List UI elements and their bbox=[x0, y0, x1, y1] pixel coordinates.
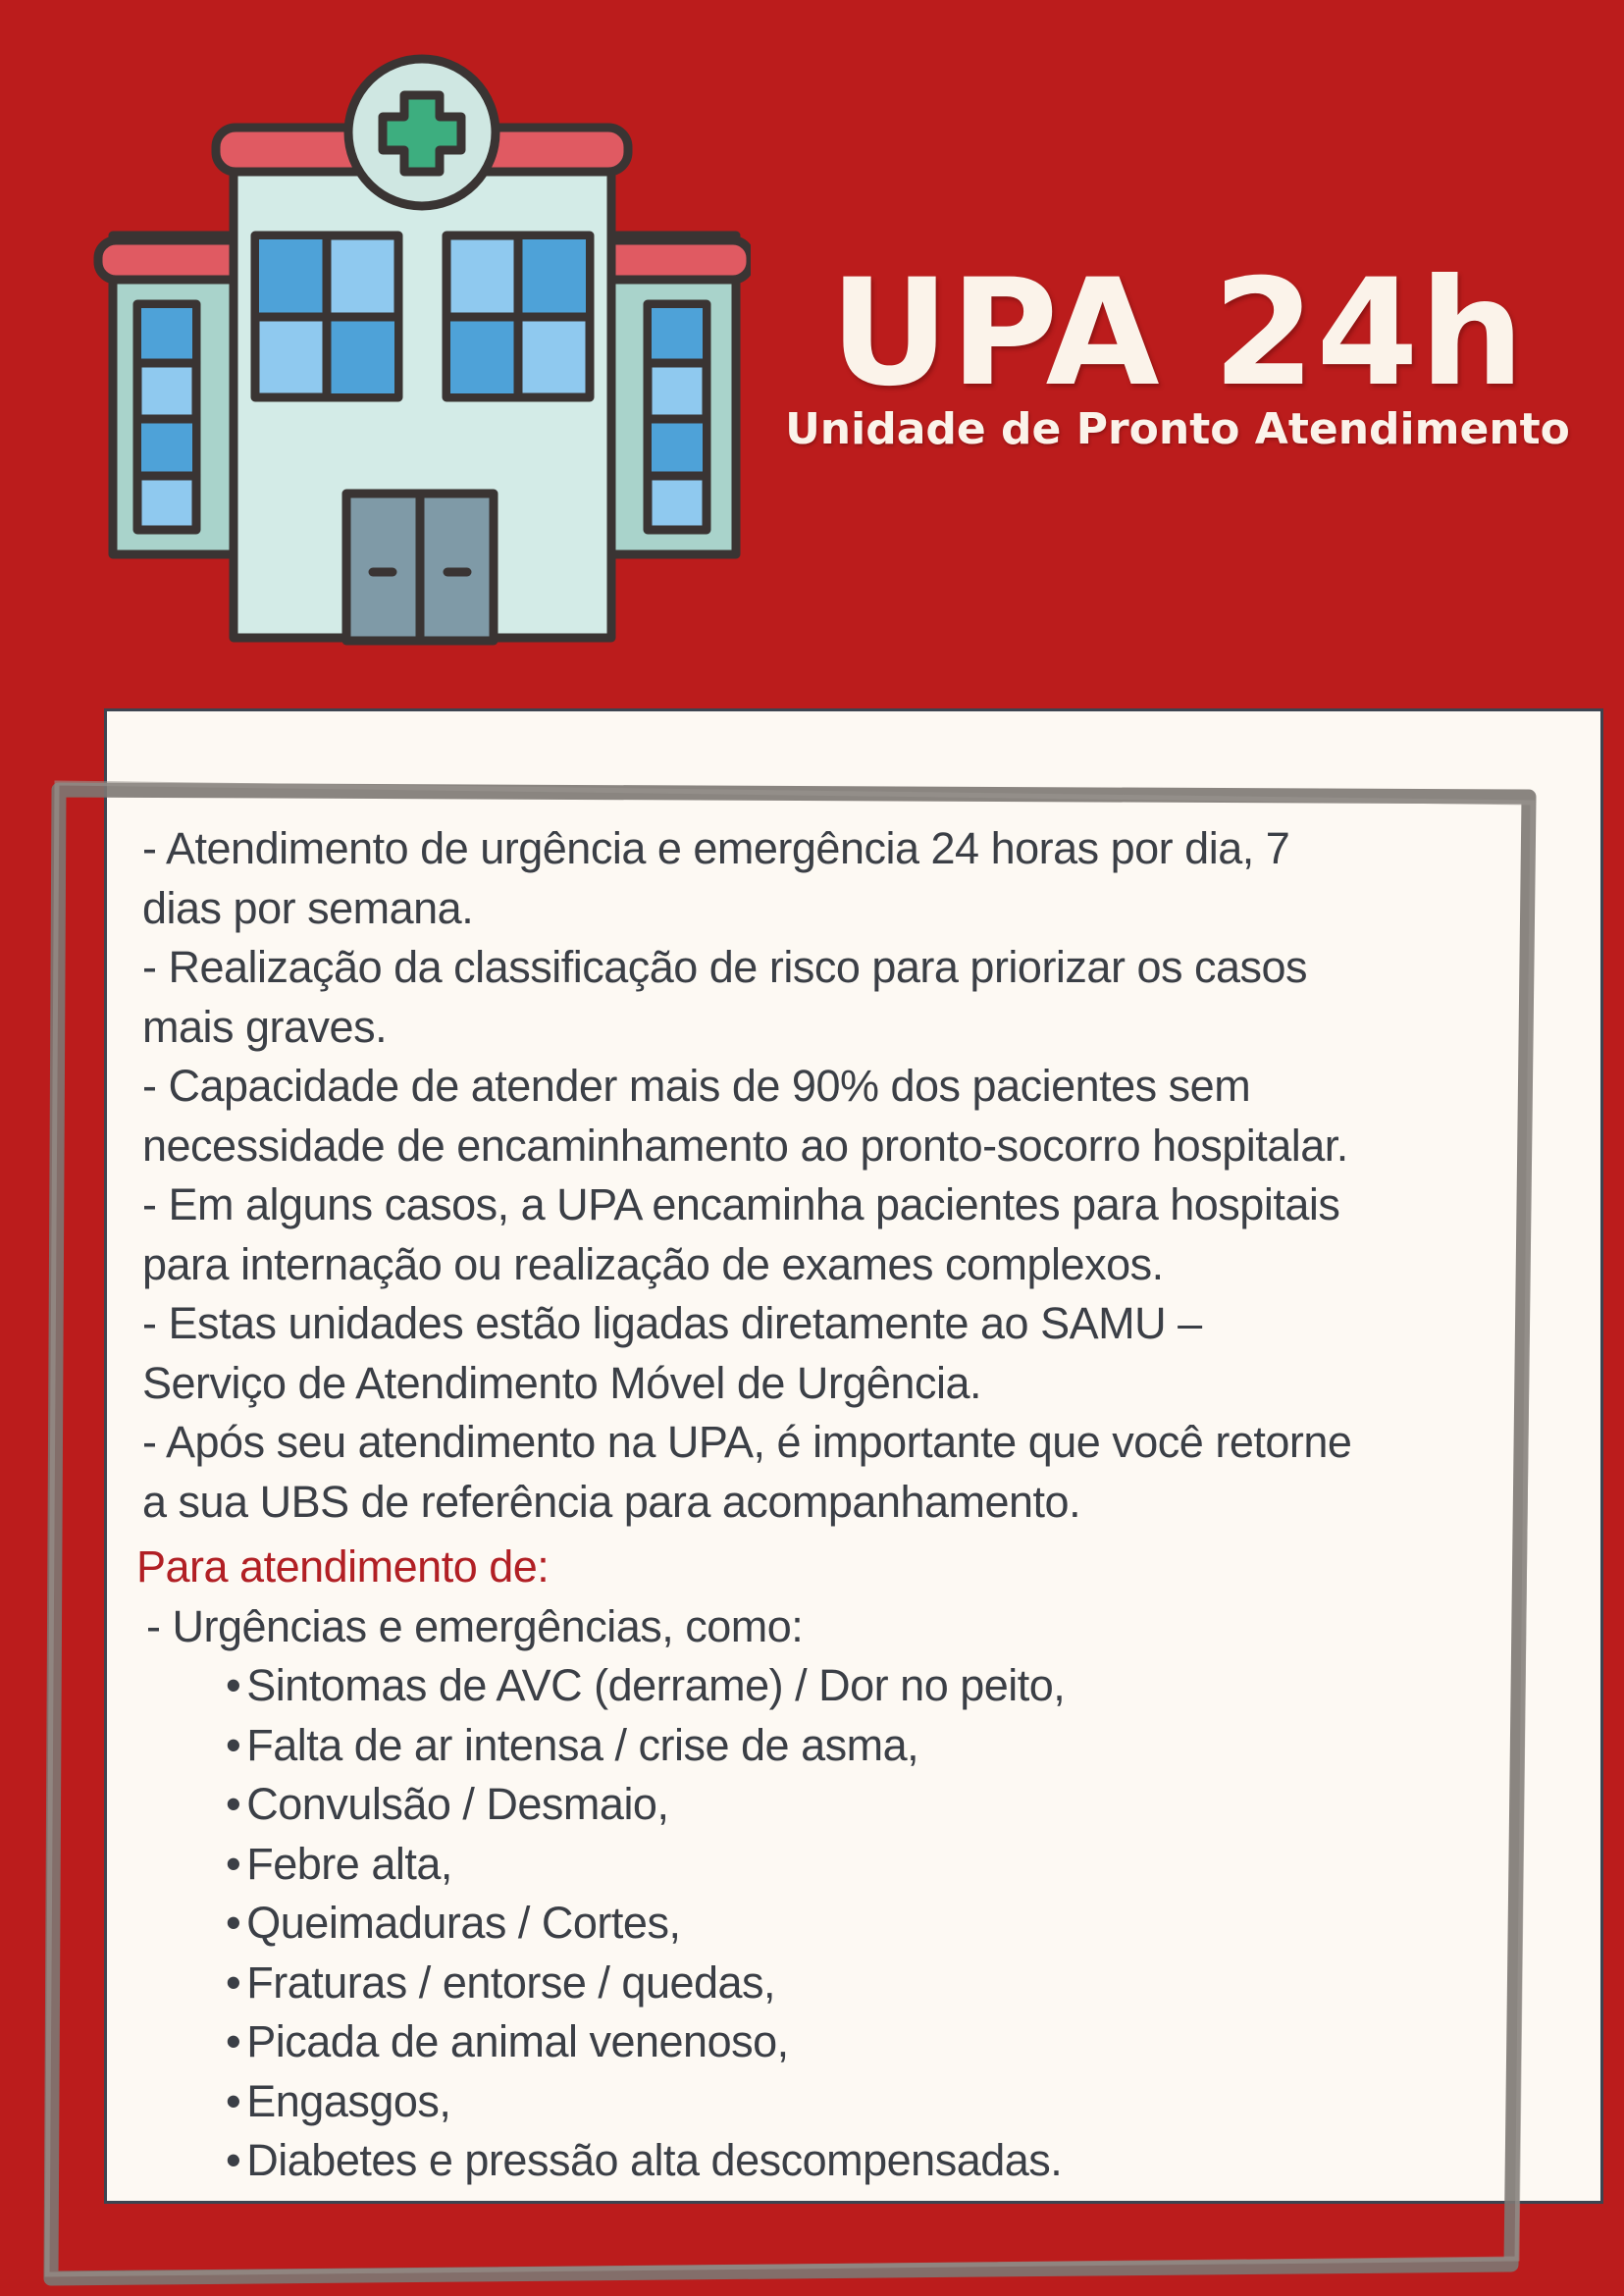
info-line: dias por semana. bbox=[142, 882, 474, 933]
care-list bbox=[142, 1656, 1477, 2191]
list-item: • Febre alta, bbox=[226, 1835, 1477, 1895]
list-item: • Falta de ar intensa / crise de asma, bbox=[226, 1716, 1477, 1776]
hospital-building-icon bbox=[93, 54, 751, 648]
info-line: - Estas unidades estão ligadas diretamente ao SAMU – bbox=[142, 1298, 1202, 1348]
info-line: - Atendimento de urgência e emergência 24 horas por dia, 7 bbox=[142, 823, 1290, 873]
care-heading: Para atendimento de: bbox=[136, 1541, 550, 1592]
info-line: para internação ou realização de exames complexos. bbox=[142, 1238, 1164, 1289]
care-intro: - Urgências e emergências, como: bbox=[146, 1600, 804, 1651]
list-item: • Diabetes e pressão alta descompensadas. bbox=[226, 2131, 1477, 2191]
info-line: - Capacidade de atender mais de 90% dos pacientes sem bbox=[142, 1061, 1251, 1111]
info-text bbox=[136, 819, 1477, 2191]
info-line: mais graves. bbox=[142, 1001, 388, 1052]
list-item: • Picada de animal venenoso, bbox=[226, 2012, 1477, 2072]
info-line: necessidade de encaminhamento ao pronto-socorro hospitalar. bbox=[142, 1120, 1348, 1171]
info-line: - Em alguns casos, a UPA encaminha pacientes para hospitais bbox=[142, 1179, 1340, 1229]
list-item: • Convulsão / Desmaio, bbox=[226, 1775, 1477, 1835]
list-item: • Engasgos, bbox=[226, 2072, 1477, 2132]
info-line: a sua UBS de referência para acompanhamento. bbox=[142, 1476, 1081, 1527]
list-item: • Fraturas / entorse / quedas, bbox=[226, 1954, 1477, 2013]
page-title: UPA 24h bbox=[829, 248, 1526, 419]
info-line: Serviço de Atendimento Móvel de Urgência. bbox=[142, 1357, 981, 1408]
info-line: - Realização da classificação de risco para priorizar os casos bbox=[142, 942, 1308, 992]
title-block bbox=[746, 250, 1609, 454]
list-item: • Sintomas de AVC (derrame) / Dor no peito, bbox=[226, 1656, 1477, 1716]
list-item: • Queimaduras / Cortes, bbox=[226, 1894, 1477, 1954]
page-subtitle: Unidade de Pronto Atendimento bbox=[785, 404, 1570, 454]
info-line: - Após seu atendimento na UPA, é importante que você retorne bbox=[142, 1417, 1352, 1467]
